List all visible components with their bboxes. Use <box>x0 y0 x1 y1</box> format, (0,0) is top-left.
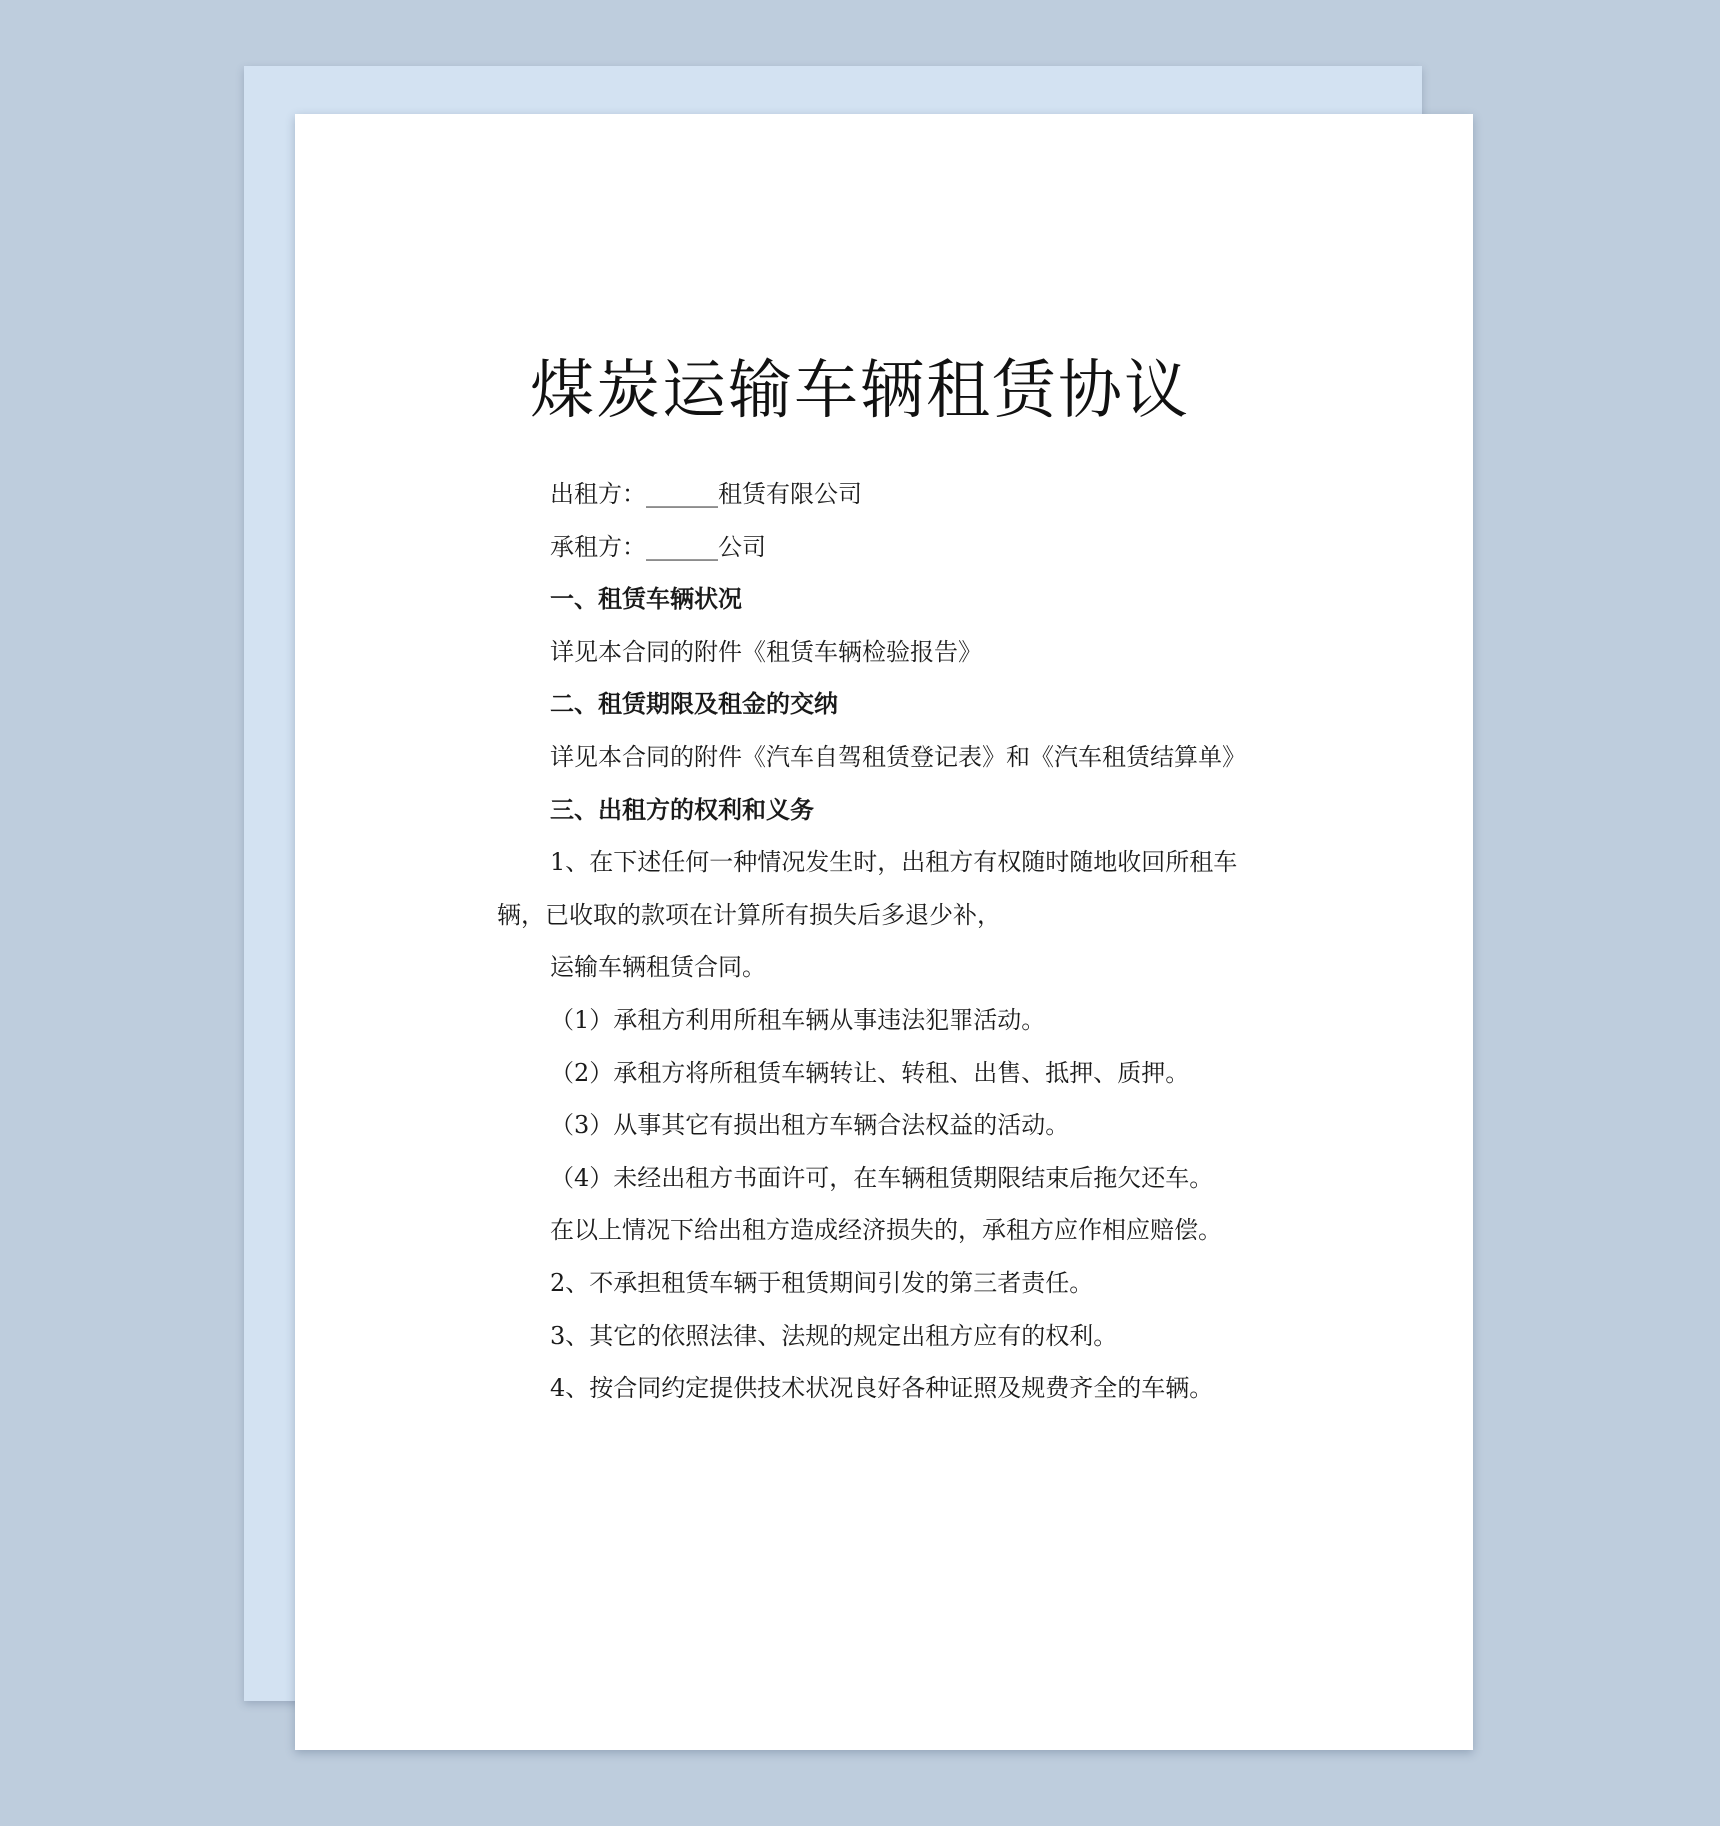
section-2-heading: 二、租赁期限及租金的交纳 <box>550 689 838 719</box>
section-1-heading: 一、租赁车辆状况 <box>550 584 742 614</box>
section-3-heading: 三、出租方的权利和义务 <box>550 794 814 824</box>
lessee-line: 承租方：______公司 <box>550 532 766 561</box>
document-title: 煤炭运输车辆租赁协议 <box>530 354 1190 428</box>
section-3-sub-3: （3）从事其它有损出租方车辆合法权益的活动。 <box>550 1111 1070 1140</box>
lessor-line: 出租方：______租赁有限公司 <box>550 480 862 508</box>
section-2-text: 详见本合同的附件《汽车自驾租赁登记表》和《汽车租赁结算单》 <box>550 742 1246 771</box>
section-3-item-3: 3、其它的依照法律、法规的规定出租方应有的权利。 <box>550 1321 1118 1350</box>
section-3-sub-1: （1）承租方利用所租车辆从事违法犯罪活动。 <box>550 1005 1046 1034</box>
section-3-item-1-note: 运输车辆租赁合同。 <box>550 953 766 982</box>
section-3-compensation: 在以上情况下给出租方造成经济损失的，承租方应作相应赔偿。 <box>550 1216 1222 1245</box>
section-3-item-1: 1、在下述任何一种情况发生时，出租方有权随时随地收回所租车辆，已收取的款项在计算所有损失后多退少补， <box>497 848 1238 929</box>
document-body <box>497 468 1272 1415</box>
section-3-item-4: 4、按合同约定提供技术状况良好各种证照及规费齐全的车辆。 <box>550 1374 1214 1403</box>
section-1-text: 详见本合同的附件《租赁车辆检验报告》 <box>550 637 982 666</box>
section-3-sub-4: （4）未经出租方书面许可，在车辆租赁期限结束后拖欠还车。 <box>550 1163 1214 1192</box>
section-3-item-2: 2、不承担租赁车辆于租赁期间引发的第三者责任。 <box>550 1268 1094 1297</box>
section-3-sub-2: （2）承租方将所租赁车辆转让、转租、出售、抵押、质押。 <box>550 1058 1190 1087</box>
